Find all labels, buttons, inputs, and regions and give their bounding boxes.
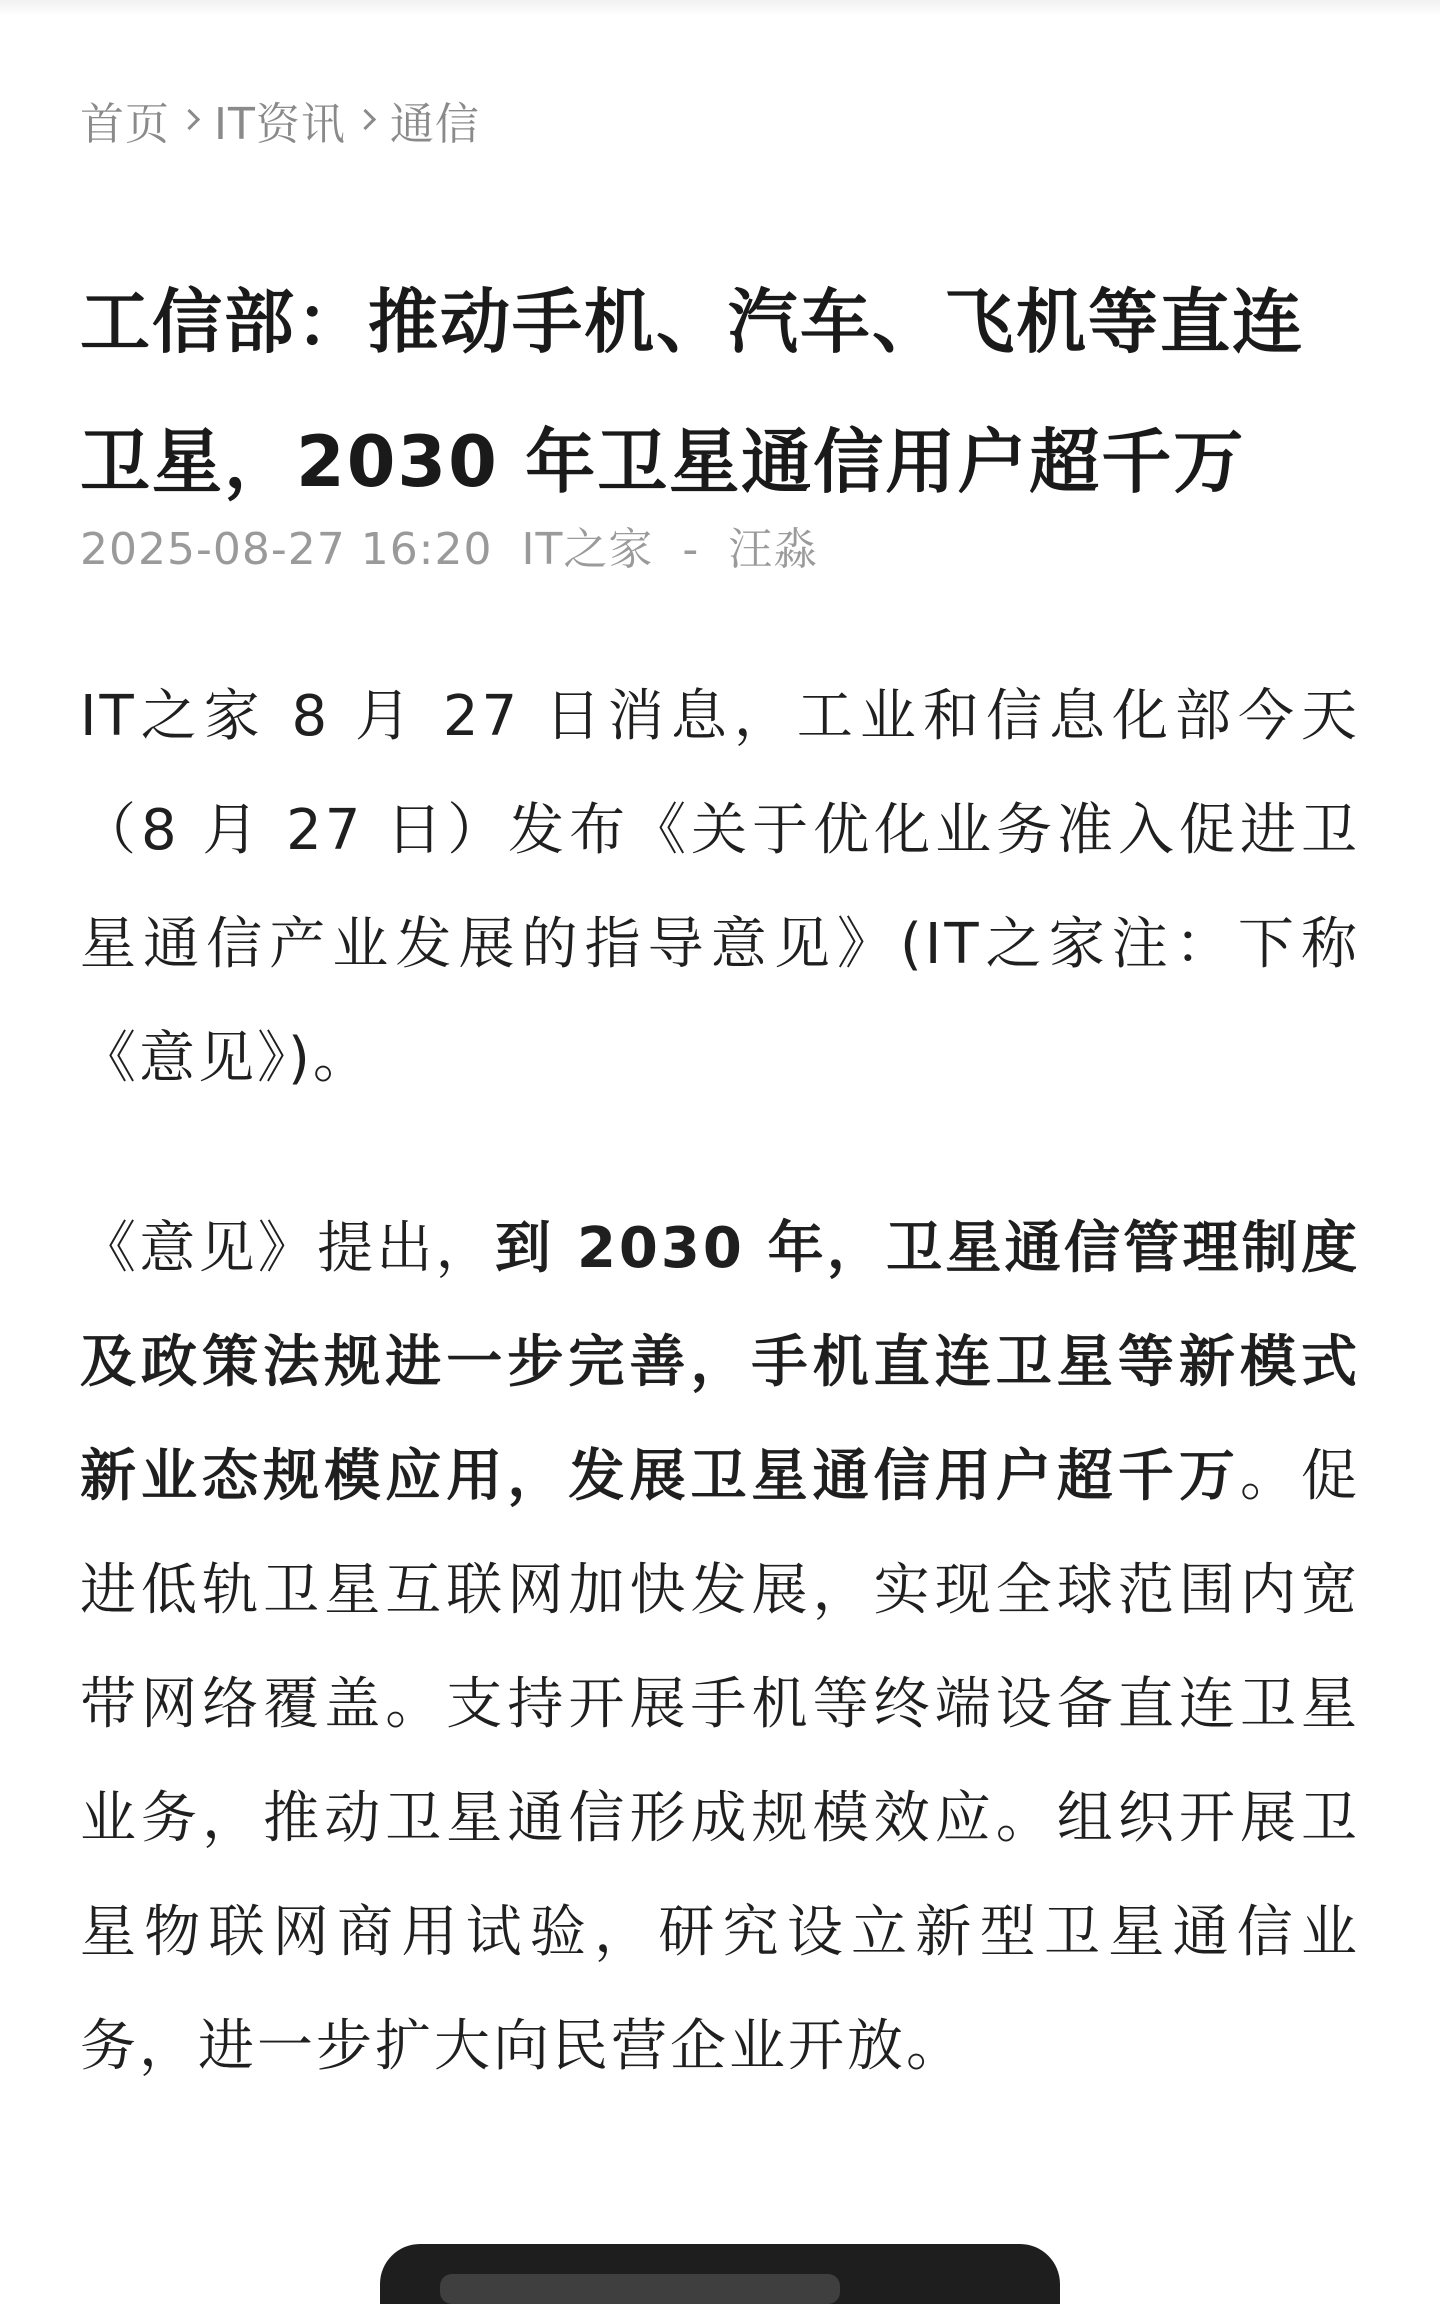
toolbar-content-blur xyxy=(440,2274,840,2304)
publish-datetime: 2025-08-27 16:20 xyxy=(80,524,493,575)
article-source[interactable]: IT之家 xyxy=(521,524,654,575)
bottom-floating-toolbar[interactable] xyxy=(380,2244,1060,2304)
article-paragraph-2 xyxy=(80,1192,1360,2104)
breadcrumb xyxy=(80,88,480,152)
chevron-right-icon xyxy=(180,98,204,142)
paragraph-2-lead: 《意见》提出， xyxy=(80,1216,495,1281)
breadcrumb-home[interactable]: 首页 xyxy=(80,99,170,150)
article-paragraph-1: IT之家 8 月 27 日消息，工业和信息化部今天（8 月 27 日）发布《关于优化业务准入促进卫星通信产业发展的指导意见》(IT之家注：下称《意见》)。 xyxy=(80,684,1360,1091)
paragraph-2-rest: 。促进低轨卫星互联网加快发展，实现全球范围内宽带网络覆盖。支持开展手机等终端设备直连卫星业务，推动卫星通信形成规模效应。组织开展卫星物联网商用试验，研究设立新型卫星通信业务，进一步扩大向民营企业开放。 xyxy=(80,1444,1361,2079)
article-title: 工信部：推动手机、汽车、飞机等直连卫星，2030 年卫星通信用户超千万 xyxy=(80,281,1304,503)
meta-dash: - xyxy=(682,524,700,575)
paragraph-2-highlight: 到 2030 年，卫星通信管理制度及政策法规进一步完善，手机直连卫星等新模式新业态规模应用，发展卫星通信用户超千万 xyxy=(80,1216,1361,1509)
article-author[interactable]: 汪淼 xyxy=(728,524,819,575)
chevron-right-icon xyxy=(356,98,380,142)
article-meta xyxy=(80,513,832,577)
breadcrumb-it-news[interactable]: IT资讯 xyxy=(214,99,346,150)
breadcrumb-telecom[interactable]: 通信 xyxy=(389,99,480,150)
top-edge-shadow xyxy=(0,0,1440,16)
